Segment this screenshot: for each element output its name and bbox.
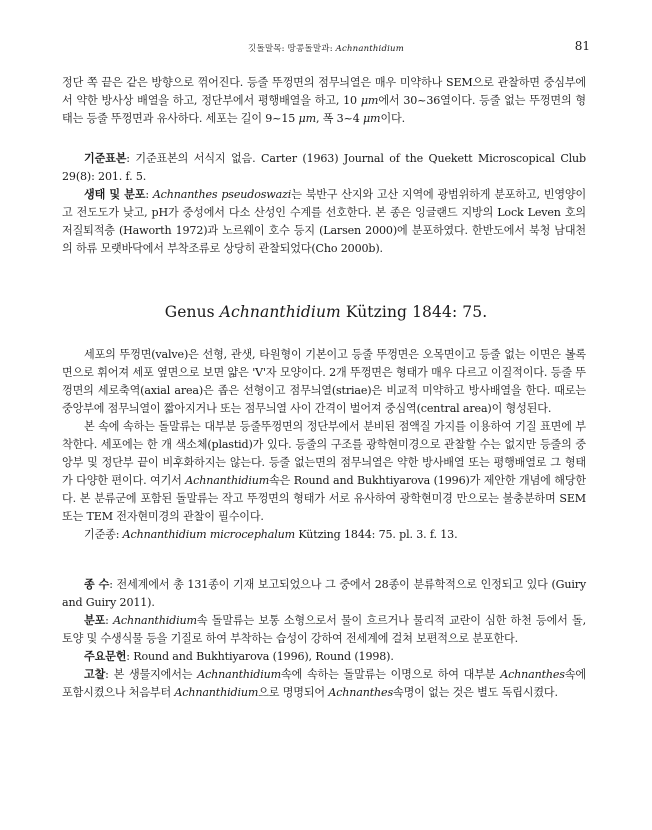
genus-heading-prefix: Genus bbox=[164, 303, 220, 321]
remarks-text-4: 으로 명명되어 bbox=[258, 686, 329, 699]
unit-micrometer: μm bbox=[363, 112, 381, 125]
unit-micrometer: μm bbox=[298, 112, 316, 125]
species-count-label: 종 수 bbox=[84, 578, 110, 591]
remarks-genus-1: Achnanthidium bbox=[197, 668, 281, 681]
type-species-label: 기준종: bbox=[84, 528, 123, 541]
remarks-text-1: : 본 생물지에서는 bbox=[105, 668, 198, 681]
type-species-ref: Kützing 1844: 75. pl. 3. f. 13. bbox=[295, 528, 458, 541]
genus-heading-name: Achnanthidium bbox=[219, 303, 341, 321]
remarks-genus-2: Achnanthes bbox=[500, 668, 565, 681]
page-number: 81 bbox=[574, 39, 590, 53]
remarks bbox=[62, 666, 586, 702]
genus-description bbox=[62, 346, 586, 544]
top-paragraph bbox=[62, 74, 586, 128]
remarks-label: 고찰 bbox=[84, 668, 106, 681]
species-count bbox=[62, 576, 586, 612]
references-text: : Round and Bukhtiyarova (1996), Round (1998). bbox=[126, 650, 394, 663]
distribution-label: 분포 bbox=[84, 614, 106, 627]
references-label: 주요문헌 bbox=[84, 650, 127, 663]
references bbox=[62, 648, 586, 666]
remarks-text-2: 속에 속하는 돌말류는 이명으로 하여 대부분 bbox=[281, 668, 501, 681]
distribution-colon: : bbox=[105, 614, 114, 627]
remarks-genus-3: Achnanthidium bbox=[174, 686, 259, 699]
species-count-text: : 전세계에서 총 131종이 기재 보고되었으나 그 중에서 28종이 분류학적으로 인정되고 있다 (Guiry and Guiry 2011). bbox=[62, 578, 586, 609]
distribution-genus: Achnanthidium bbox=[113, 614, 197, 627]
ecology-label: 생태 및 분포 bbox=[84, 188, 146, 201]
ecology-species: Achnanthes pseudoswazi bbox=[152, 188, 292, 201]
remarks-text-3: 속에 포함시켰으나 처음부터 bbox=[62, 668, 586, 699]
type-specimen-label: 기준표본 bbox=[84, 152, 127, 165]
top-text-3: , 폭 3~4 bbox=[315, 112, 363, 125]
top-text-1: 정단 쪽 끝은 같은 방향으로 꺾어진다. 등줄 뚜껑면의 점무늬열은 매우 미약하나 SEM으로 관찰하면 중심부에서 약한 방사상 배열을 하고, 정단부에서 평행배열을 하고, 10 bbox=[62, 76, 586, 107]
type-specimen-block bbox=[62, 150, 586, 186]
type-specimen-text: : 기준표본의 서식지 없음. Carter (1963) Journal of the Quekett Microscopical Club 29(8): 201. f. 5. bbox=[62, 152, 586, 183]
distribution bbox=[62, 612, 586, 648]
genus-notes bbox=[62, 576, 586, 702]
unit-micrometer: μm bbox=[360, 94, 379, 107]
running-head-genus: Achnanthidium bbox=[335, 44, 404, 54]
p2-genus: Achnanthidium bbox=[185, 474, 270, 487]
p2-text-b: 속은 Round and Bukhtiyarova (1996)가 제안한 개념에 해당한다. 본 분류군에 포함된 돌말류는 작고 뚜껑면의 형태가 서로 유사하여 광학현미경 만으로는 불충분하며 SEM 또는 TEM 전자현미경의 관찰이 필수이다. bbox=[62, 474, 586, 523]
p2-text-a: 본 속에 속하는 돌말류는 대부분 등줄뚜껑면의 정단부에서 분비된 점액질 가지를 이용하여 기질 표면에 부착한다. 세포에는 한 개 색소체(plastid)가 있다. 등줄의 구조를 광학현미경으로 관찰할 수는 없지만 등줄의 중앙부 및 정단부 끝이 비후화하지는 않는다. 등줄 없는면의 점무늬열은 약한 방사배열 또는 평행배열로 그 형태가 다양한 편이다. 여기서 bbox=[62, 420, 586, 487]
genus-description-p2 bbox=[62, 418, 586, 526]
ecology-block bbox=[62, 186, 586, 258]
remarks-text-5: 속명이 없는 것은 별도 독립시켰다. bbox=[393, 686, 558, 699]
remarks-genus-4: Achnanthes bbox=[328, 686, 394, 699]
genus-description-p1: 세포의 뚜껑면(valve)은 선형, 관샛, 타원형이 기본이고 등줄 뚜껑면은 오목면이고 등줄 없는 이면은 볼록면으로 휘어져 세포 옆면으로 보면 얇은 'V'자 모양이다. 2개 뚜껑면은 형태가 매우 다르고 이질적이다. 등줄 뚜껑면의 세로축역(axial area)은 좁은 선형이고 점무늬열(striae)은 비교적 미약하고 방사배열을 한다. 때로는 중앙부에 점무늬열이 짧아지거나 또는 점무늬열 사이 간격이 벌어져 중심역(central area)이 형성된다. bbox=[62, 348, 586, 415]
running-head-korean: 깃돌말목: 땅콩돌말과: bbox=[248, 44, 336, 54]
ecology-colon: : bbox=[145, 188, 153, 201]
genus-heading-authority: Kützing 1844: 75. bbox=[340, 303, 488, 321]
type-species-line bbox=[62, 526, 586, 544]
distribution-text: 속 돌말류는 보통 소형으로서 물이 흐르거나 물리적 교란이 심한 하천 등에서 돌, 토양 및 수생식물 등을 기질로 하여 부착하는 습성이 강하여 전세계에 걸쳐 보편적으로 분포한다. bbox=[62, 614, 586, 645]
top-text-2: 에서 30~36열이다. 등줄 없는 뚜껑면의 형태는 등줄 뚜껑면과 유사하다. 세포는 길이 9~15 bbox=[62, 94, 586, 125]
ecology-text: 는 북반구 산지와 고산 지역에 광범위하게 분포하고, 빈영양이고 전도도가 낮고, pH가 중성에서 다소 산성인 수계를 선호한다. 본 종은 잉글랜드 지방의 Lock Leven 호의 저질퇴적층 (Haworth 1972)과 노르웨이 호수 등지 (Larsen 2000)에 분포하였다. 한반도에서 북청 남대천의 하류 모랫바닥에서 부착조류로 상당히 관찰되었다(Cho 2000b). bbox=[62, 188, 587, 255]
running-head bbox=[0, 42, 652, 54]
top-text-4: 이다. bbox=[380, 112, 405, 125]
genus-heading bbox=[0, 303, 652, 321]
type-species-name: Achnanthidium microcephalum bbox=[122, 528, 296, 541]
